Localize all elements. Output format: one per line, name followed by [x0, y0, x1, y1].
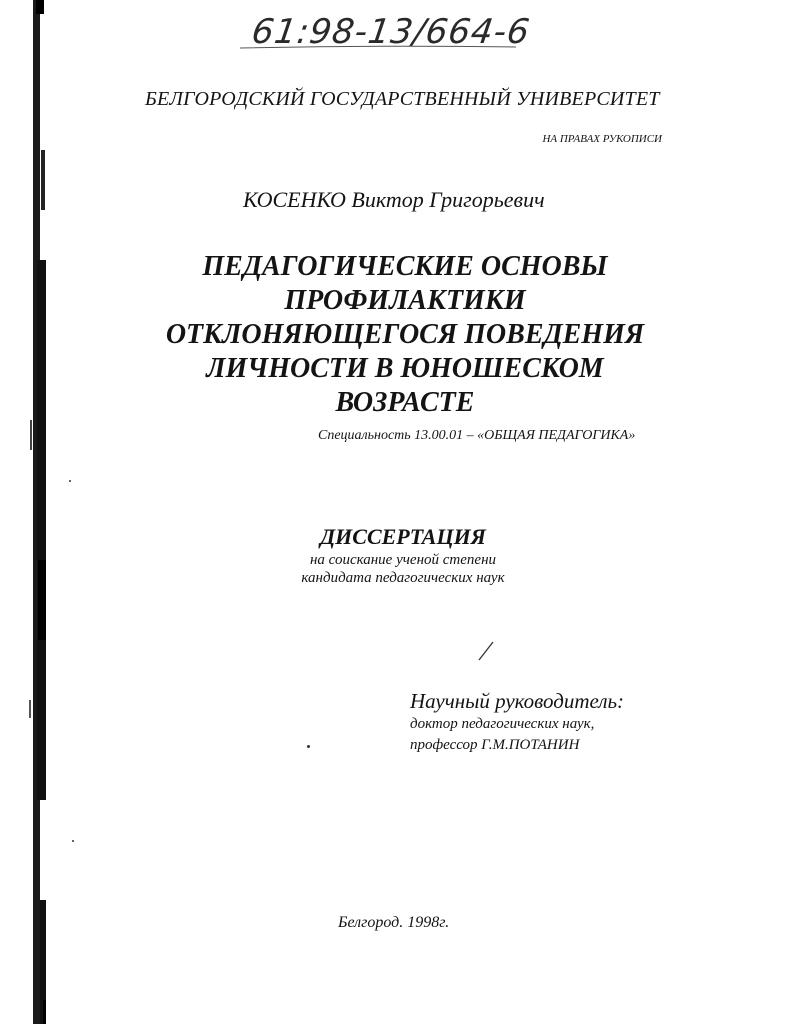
manuscript-rights: НА ПРАВАХ РУКОПИСИ: [542, 133, 662, 145]
title-line: ПЕДАГОГИЧЕСКИЕ ОСНОВЫ: [202, 251, 608, 282]
advisor-heading: Научный руководитель:: [410, 689, 625, 713]
degree-line-2: кандидата педагогических наук: [301, 570, 505, 586]
author-name: КОСЕНКО Виктор Григорьевич: [243, 187, 545, 212]
scan-speck: [307, 745, 310, 748]
specialty-code: Специальность 13.00.01 – «ОБЩАЯ ПЕДАГОГИКА»: [318, 428, 636, 443]
dissertation-heading: ДИССЕРТАЦИЯ: [320, 524, 486, 549]
university-name: БЕЛГОРОДСКИЙ ГОСУДАРСТВЕННЫЙ УНИВЕРСИТЕТ: [145, 88, 660, 110]
pen-mark: [476, 640, 496, 662]
underline-stroke: [238, 44, 518, 50]
city-year: Белгород. 1998г.: [338, 914, 450, 931]
scan-speck: [69, 480, 71, 482]
archive-number-handwritten: 61:98-13/664-6: [249, 12, 533, 52]
scan-speck: [72, 840, 74, 842]
degree-line-1: на соискание ученой степени: [309, 552, 497, 568]
title-line: ЛИЧНОСТИ В ЮНОШЕСКОМ: [206, 353, 604, 384]
scientific-advisor: [410, 688, 710, 756]
dissertation-title: [120, 250, 690, 420]
title-line: ПРОФИЛАКТИКИ: [284, 285, 526, 316]
advisor-degree: доктор педагогических наук,: [410, 716, 595, 732]
title-line: ОТКЛОНЯЮЩЕГОСЯ ПОВЕДЕНИЯ: [165, 319, 645, 350]
scan-binding-edge: [0, 0, 46, 1024]
advisor-name: профессор Г.М.ПОТАНИН: [410, 737, 580, 753]
title-line: ВОЗРАСТЕ: [335, 387, 475, 418]
dissertation-type-block: [230, 523, 576, 587]
